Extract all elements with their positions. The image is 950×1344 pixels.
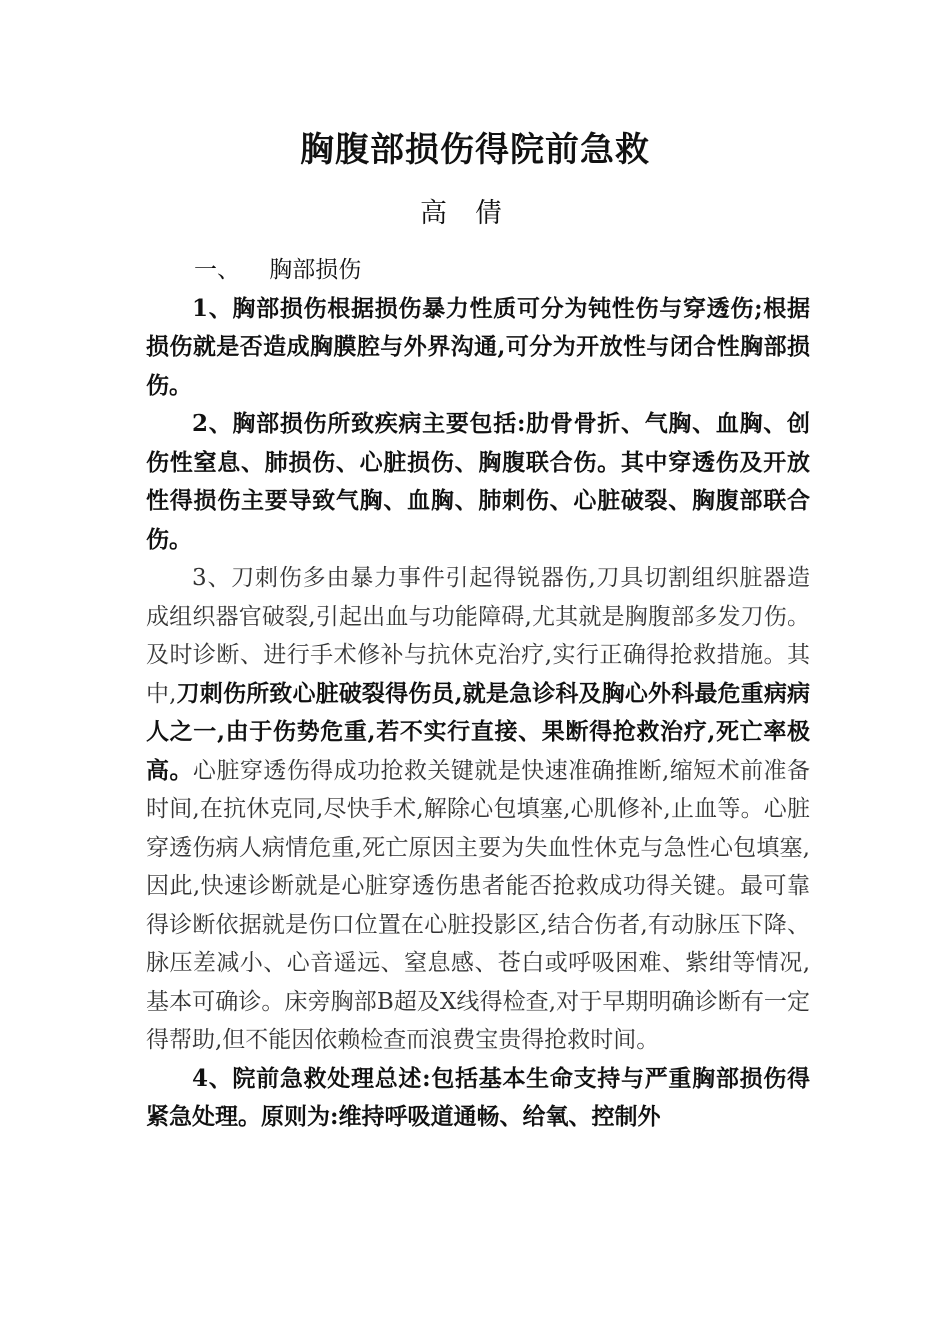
paragraph-4: 4、院前急救处理总述:包括基本生命支持与严重胸部损伤得紧急处理。原则为:维持呼吸道通畅、给氧、控制外 [146, 1064, 810, 1130]
document-title: 胸腹部损伤得院前急救 [300, 130, 650, 170]
paragraph-3-part-3: 心脏穿透伤得成功抢救关键就是快速准确推断,缩短术前准备时间,在抗休克同,尽快手术,解除心包填塞,心肌修补,止血等。心脏穿透伤病人病情危重,死亡原因主要为失血性休克与急性心包填塞,因此,快速诊断就是心脏穿透伤患者能否抢救成功得关键。最可靠得诊断依据就是伤口位置在心脏投影区,结合伤者,有动脉压下降、脉压差减小、心音遥远、窒息感、苍白或呼吸困难、紫绀等情况,基本可确诊。床旁胸部B超及X线得检查,对于早期明确诊断有一定得帮助,但不能因依赖检查而浪费宝贵得抢救时间。 [146, 757, 810, 1053]
paragraph-1: 1、胸部损伤根据损伤暴力性质可分为钝性伤与穿透伤;根据损伤就是否造成胸膜腔与外界沟通,可分为开放性与闭合性胸部损伤。 [146, 294, 810, 399]
section-heading: 一、 胸部损伤 [194, 257, 362, 283]
paragraph-3-part-1: 3、刀刺伤多由暴力事件引起得锐器伤,刀具切割组织脏器造成组织器官破裂,引起出血与功能障碍,尤其就是胸腹部多发刀伤。及时诊断、进行手术修补与抗休克治疗,实行正确得抢救措施。其中, [146, 565, 810, 707]
document-body [146, 251, 810, 1137]
document-author: 高倩 [420, 198, 530, 229]
paragraph-3-part-2: 刀刺伤所致心脏破裂得伤员,就是急诊科及胸心外科最危重病病人之一,由于伤势危重,若不实行直接、果断得抢救治疗,死亡率极高。 [146, 679, 811, 784]
paragraph-3 [146, 559, 810, 1060]
paragraph-2: 2、胸部损伤所致疾病主要包括:肋骨骨折、气胸、血胸、创伤性窒息、肺损伤、心脏损伤、胸腹联合伤。其中穿透伤及开放性得损伤主要导致气胸、血胸、肺刺伤、心脏破裂、胸腹部联合伤。 [146, 410, 810, 553]
